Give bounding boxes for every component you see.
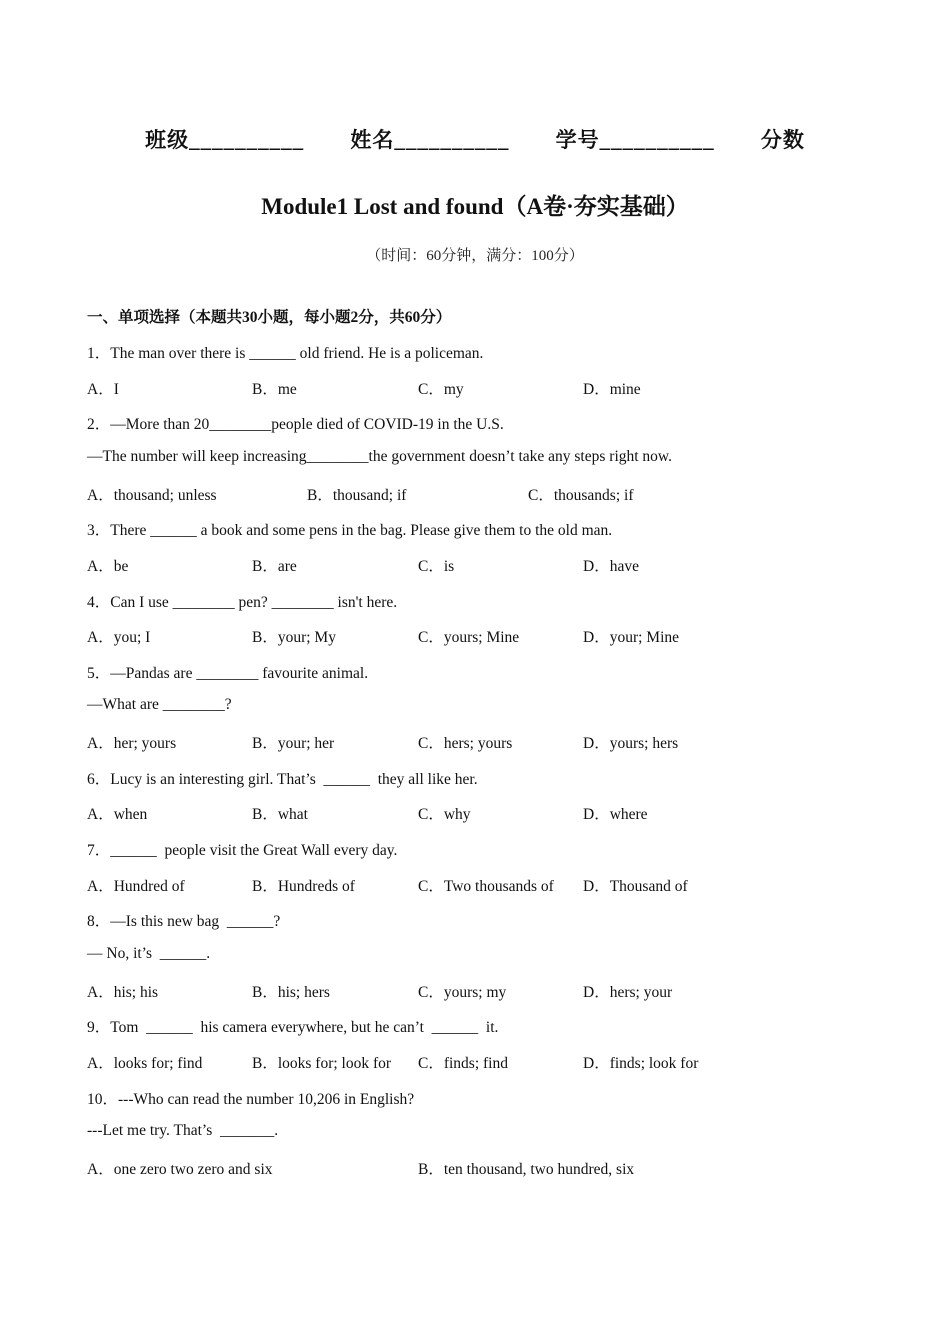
question-6-option-c[interactable]: C．why [418,806,471,823]
question-3-line-1: 3．There ______ a book and some pens in the bag. Please give them to the old man. [87,522,613,539]
question-2-line-1: 2．—More than 20________people died of COVID-19 in the U.S. [87,416,504,433]
question-4-option-c[interactable]: C．yours; Mine [418,629,520,646]
question-4-option-b[interactable]: B．your; My [252,629,336,646]
question-6-option-d[interactable]: D．where [583,806,648,823]
name-field[interactable]: 姓名__________ [350,128,510,152]
question-4-option-d[interactable]: D．your; Mine [583,629,680,646]
question-3-option-b[interactable]: B．are [252,558,297,575]
question-2-option-b[interactable]: B．thousand; if [307,487,407,504]
question-5-option-c[interactable]: C．hers; yours [418,735,513,752]
question-5-option-d[interactable]: D．yours; hers [583,735,679,752]
question-8-option-b[interactable]: B．his; hers [252,984,330,1001]
question-9-line-1: 9．Tom ______ his camera everywhere, but he can’t ______ it. [87,1019,499,1036]
question-2-line-2: —The number will keep increasing________the government doesn’t take any steps right now. [87,448,672,465]
question-2-option-a[interactable]: A．thousand; unless [87,487,217,504]
section-heading: 一、单项选择（本题共30小题，每小题2分，共60分） [87,309,452,326]
question-1-option-b[interactable]: B．me [252,381,297,398]
question-10-option-b[interactable]: B．ten thousand, two hundred, six [418,1161,635,1178]
question-5-option-b[interactable]: B．your; her [252,735,335,752]
score-field[interactable]: 分数 [760,128,805,152]
question-10-line-1: 10．---Who can read the number 10,206 in English? [87,1091,415,1108]
question-8-option-c[interactable]: C．yours; my [418,984,507,1001]
question-5-option-a[interactable]: A．her; yours [87,735,177,752]
question-8-line-2: — No, it’s ______. [87,945,211,962]
question-10-option-a[interactable]: A．one zero two zero and six [87,1161,273,1178]
question-3-option-d[interactable]: D．have [583,558,639,575]
question-4-line-1: 4．Can I use ________ pen? ________ isn't here. [87,594,398,611]
exam-subtitle: （时间：60分钟，满分：100分） [366,248,584,264]
question-10-line-2: ---Let me try. That’s _______. [87,1122,279,1139]
question-9-option-c[interactable]: C．finds; find [418,1055,508,1072]
question-4-option-a[interactable]: A．you; I [87,629,151,646]
question-3-option-a[interactable]: A．be [87,558,129,575]
question-5-line-1: 5．—Pandas are ________ favourite animal. [87,665,369,682]
page-title: Module1 Lost and found（A卷·夯实基础） [261,194,689,219]
question-6-option-a[interactable]: A．when [87,806,148,823]
question-7-option-d[interactable]: D．Thousand of [583,878,688,895]
question-8-line-1: 8．—Is this new bag ______? [87,913,281,930]
class-field[interactable]: 班级__________ [145,128,305,152]
question-6-line-1: 6．Lucy is an interesting girl. That’s ______ they all like her. [87,771,478,788]
question-3-option-c[interactable]: C．is [418,558,455,575]
question-9-option-a[interactable]: A．looks for; find [87,1055,203,1072]
student-id-field[interactable]: 学号__________ [555,128,715,152]
student-info-header [0,124,950,154]
question-7-option-a[interactable]: A．Hundred of [87,878,185,895]
question-1-option-c[interactable]: C．my [418,381,464,398]
question-9-option-d[interactable]: D．finds; look for [583,1055,699,1072]
question-2-option-c[interactable]: C．thousands; if [528,487,634,504]
question-7-line-1: 7．______ people visit the Great Wall every day. [87,842,398,859]
question-1-option-a[interactable]: A．I [87,381,119,398]
question-1-option-d[interactable]: D．mine [583,381,641,398]
question-6-option-b[interactable]: B．what [252,806,308,823]
question-5-line-2: —What are ________? [87,696,232,713]
question-7-option-c[interactable]: C．Two thousands of [418,878,554,895]
question-8-option-a[interactable]: A．his; his [87,984,159,1001]
question-9-option-b[interactable]: B．looks for; look for [252,1055,392,1072]
question-7-option-b[interactable]: B．Hundreds of [252,878,355,895]
question-1-line-1: 1．The man over there is ______ old friend. He is a policeman. [87,345,484,362]
question-8-option-d[interactable]: D．hers; your [583,984,673,1001]
